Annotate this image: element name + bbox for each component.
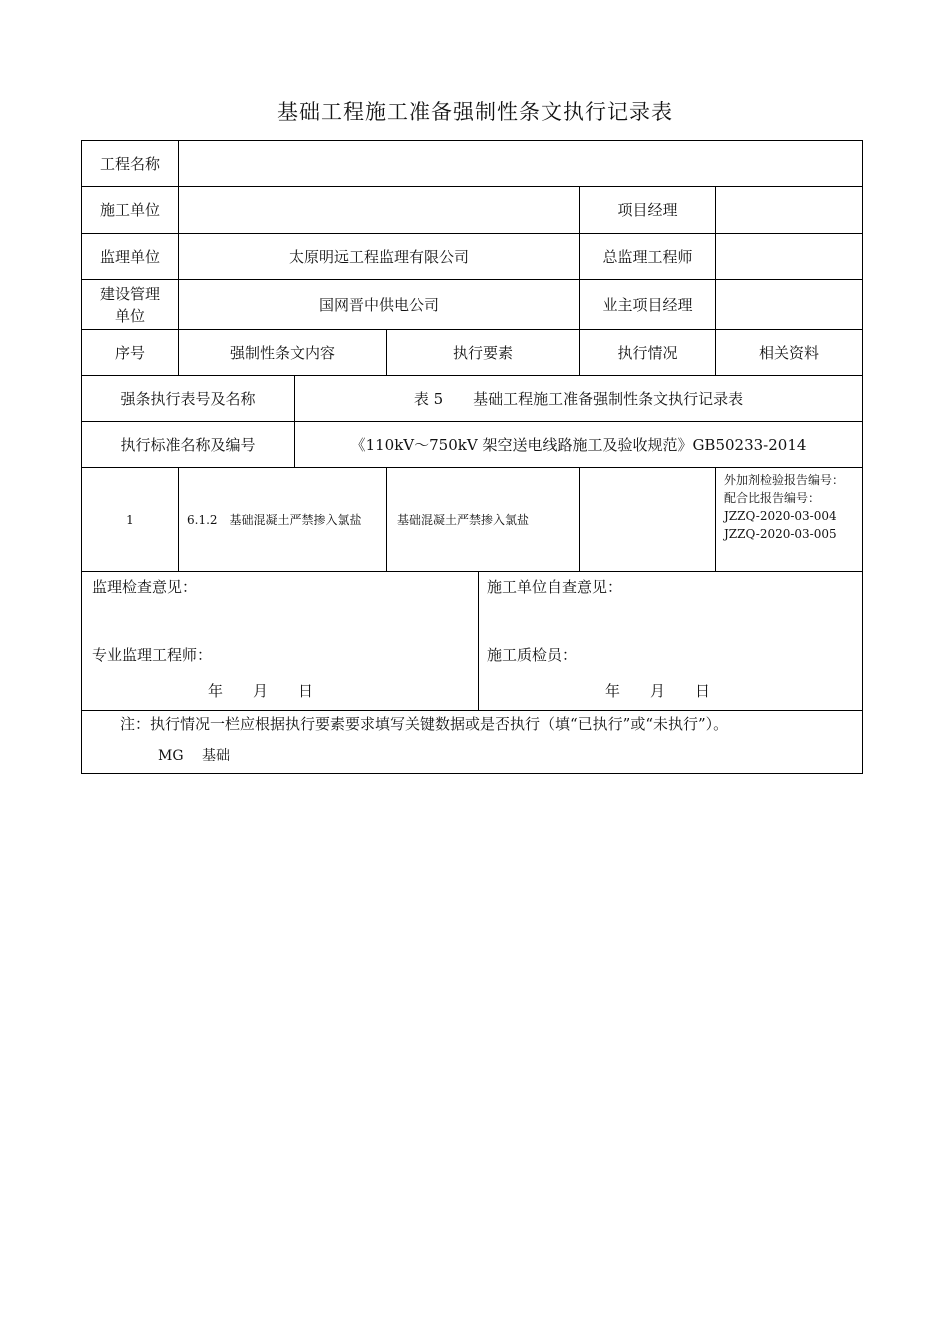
row-docs-line4: JZZQ-2020-03-005 xyxy=(724,527,837,541)
record-no-value: 表 5 基础工程施工准备强制性条文执行记录表 xyxy=(295,376,862,422)
supervisor-sign-label: 专业监理工程师： xyxy=(92,646,213,664)
note-text: 注：执行情况一栏应根据执行要素要求填写关键数据或是否执行（填“已执行”或“未执行”）。 xyxy=(120,715,729,733)
supervision-unit-label: 监理单位 xyxy=(82,234,179,280)
supervisor-date: 年 月 日 xyxy=(208,682,314,700)
qc-sign-label: 施工质检员： xyxy=(487,646,578,664)
row-docs-line2: 配合比报告编号： xyxy=(724,491,821,505)
chief-supervisor-value[interactable] xyxy=(716,234,862,280)
row-docs-line3: JZZQ-2020-03-004 xyxy=(724,509,837,523)
construction-unit-label: 施工单位 xyxy=(82,187,179,234)
footer-tag: MG 基础 xyxy=(158,748,230,764)
row-clause: 6.1.2 基础混凝土严禁掺入氯盐 xyxy=(179,468,387,572)
header-docs: 相关资料 xyxy=(716,330,862,376)
chief-supervisor-label: 总监理工程师 xyxy=(580,234,716,280)
header-seq: 序号 xyxy=(82,330,179,376)
row-docs-line1: 外加剂检验报告编号： xyxy=(724,473,845,487)
contractor-opinion-box[interactable] xyxy=(479,572,862,711)
owner-unit-label xyxy=(82,280,179,330)
note-box xyxy=(82,711,862,773)
owner-pm-value[interactable] xyxy=(716,280,862,330)
row-element: 基础混凝土严禁掺入氯盐 xyxy=(387,468,580,572)
row-docs xyxy=(716,468,862,572)
owner-unit-label-line1: 建设管理 xyxy=(99,284,160,303)
construction-unit-value[interactable] xyxy=(179,187,580,234)
owner-unit-value: 国网晋中供电公司 xyxy=(179,280,580,330)
row-status[interactable] xyxy=(580,468,716,572)
header-clause: 强制性条文内容 xyxy=(179,330,387,376)
supervision-opinion-box[interactable] xyxy=(82,572,479,711)
row-no: 1 xyxy=(82,468,179,572)
project-name-label: 工程名称 xyxy=(82,141,179,187)
header-status: 执行情况 xyxy=(580,330,716,376)
record-table xyxy=(81,140,863,774)
header-element: 执行要素 xyxy=(387,330,580,376)
project-manager-value[interactable] xyxy=(716,187,862,234)
project-manager-label: 项目经理 xyxy=(580,187,716,234)
supervision-opinion-label: 监理检查意见： xyxy=(92,578,198,596)
record-no-label: 强条执行表号及名称 xyxy=(82,376,295,422)
document-title: 基础工程施工准备强制性条文执行记录表 xyxy=(277,100,673,124)
standard-label: 执行标准名称及编号 xyxy=(82,422,295,468)
owner-pm-label: 业主项目经理 xyxy=(580,280,716,330)
contractor-opinion-label: 施工单位自查意见： xyxy=(487,578,623,596)
qc-date: 年 月 日 xyxy=(605,682,711,700)
project-name-value[interactable] xyxy=(179,141,862,187)
owner-unit-label-line2: 单位 xyxy=(114,306,145,325)
supervision-unit-value: 太原明远工程监理有限公司 xyxy=(179,234,580,280)
standard-value: 《110kV～750kV 架空送电线路施工及验收规范》GB50233-2014 xyxy=(295,422,862,468)
